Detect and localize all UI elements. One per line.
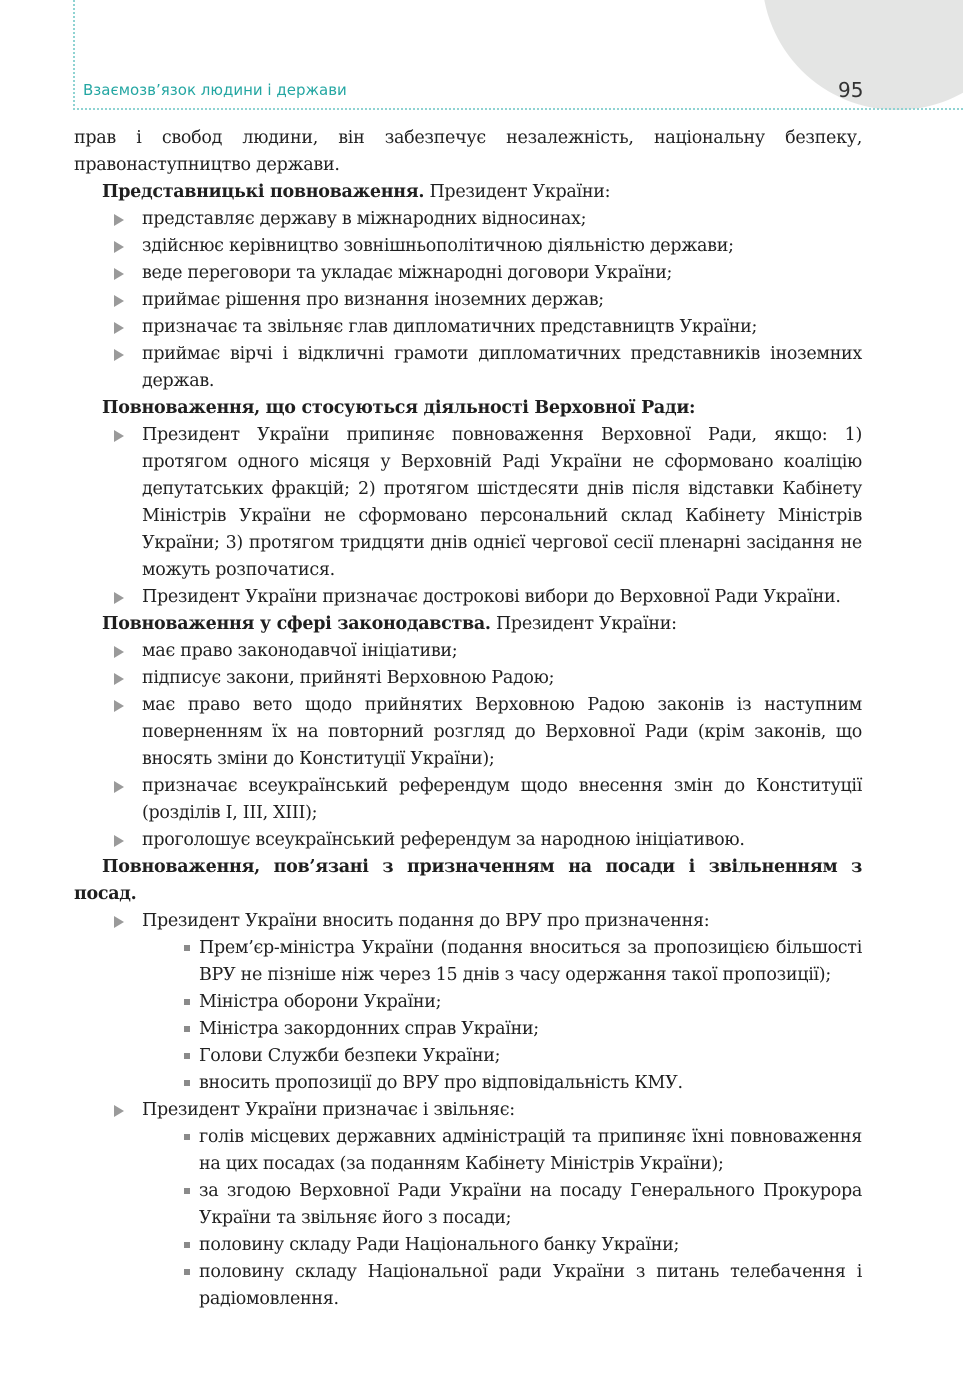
list-item [74,908,862,935]
sub-list-item [74,935,862,989]
page-body [74,125,862,1313]
list-item [74,260,862,287]
list-item [74,584,862,611]
sub-list-item [74,989,862,1016]
list-item-text: підписує закони, прийняті Верховною Радою; [142,668,555,688]
square-bullet-icon [184,1053,190,1059]
sub-list-item-text: Міністра оборони України; [199,992,442,1012]
sub-list-item [74,1124,862,1178]
section-heading [74,179,862,206]
list-item [74,827,862,854]
sub-list-item [74,1259,862,1313]
list-item [74,314,862,341]
sub-list-item-text: половину складу Ради Національного банку України; [199,1235,680,1255]
list-item [74,638,862,665]
section-lead-rest: Президент України: [424,182,611,202]
list-item-text: здійснює керівництво зовнішньополітичною діяльністю держави; [142,236,734,256]
list-item-text: призначає всеукраїнський референдум щодо внесення змін до Конституції (розділів I, III, XIII); [142,776,862,823]
list-item [74,422,862,584]
sub-list-item [74,1070,862,1097]
sub-list-item-text: Прем’єр-міністра України (подання вноситься за пропозицією більшості ВРУ не пізніше ніж через 15 днів з часу одержання такої пропозиції); [199,938,862,985]
running-title: Взаємозв’язок людини і держави [83,81,347,99]
list-item-text: приймає рішення про визнання іноземних держав; [142,290,604,310]
sub-list-item-text: вносить пропозиції до ВРУ про відповідальність КМУ. [199,1073,683,1093]
triangle-bullet-icon [114,916,124,928]
square-bullet-icon [184,1026,190,1032]
bullet-list [74,206,862,395]
triangle-bullet-icon [114,295,124,307]
bullet-list [74,638,862,854]
section-heading [74,395,862,422]
list-item [74,287,862,314]
list-item-text: Президент України вносить подання до ВРУ про призначення: [142,911,710,931]
sub-list-item-text: Міністра закордонних справ України; [199,1019,539,1039]
square-bullet-icon [184,999,190,1005]
square-bullet-icon [184,1134,190,1140]
intro-paragraph: прав і свобод людини, він забезпечує незалежність, національну безпеку, правонаступництво держави. [74,128,862,175]
triangle-bullet-icon [114,349,124,361]
triangle-bullet-icon [114,214,124,226]
square-bullet-icon [184,945,190,951]
square-bullet-icon [184,1080,190,1086]
triangle-bullet-icon [114,241,124,253]
sub-list-item [74,1043,862,1070]
section-heading [74,854,862,908]
list-item-text: має право вето щодо прийнятих Верховною Радою законів із наступним поверненням їх на повторний розгляд до Верховної Ради (крім законів, що вносять зміни до Конституції України); [142,695,862,769]
triangle-bullet-icon [114,322,124,334]
section-lead-rest: Президент України: [490,614,677,634]
sub-list-item [74,1016,862,1043]
triangle-bullet-icon [114,781,124,793]
list-item-text: Президент України призначає дострокові вибори до Верховної Ради України. [142,587,841,607]
list-item [74,773,862,827]
sub-list-item [74,1178,862,1232]
section-lead: Представницькі повноваження. [102,182,425,202]
list-item-text: проголошує всеукраїнський референдум за народною ініціативою. [142,830,745,850]
list-item-text: представляє державу в міжнародних відносинах; [142,209,587,229]
triangle-bullet-icon [114,646,124,658]
bullet-list [74,1097,862,1124]
header-rule [73,108,963,110]
sub-list-item-text: голів місцевих державних адміністрацій та припиняє їхні повноваження на цих посадах (за поданням Кабінету Міністрів України); [199,1127,862,1174]
list-item [74,665,862,692]
triangle-bullet-icon [114,592,124,604]
triangle-bullet-icon [114,835,124,847]
square-bullet-icon [184,1188,190,1194]
list-item-text: призначає та звільняє глав дипломатичних представництв України; [142,317,758,337]
square-bullet-list [74,935,862,1097]
section-heading [74,611,862,638]
list-item [74,341,862,395]
page-number: 95 [838,78,864,102]
square-bullet-icon [184,1242,190,1248]
square-bullet-list [74,1124,862,1313]
list-item-text: веде переговори та укладає міжнародні договори України; [142,263,673,283]
sub-list-item-text: Голови Служби безпеки України; [199,1046,501,1066]
list-item-text: Президент України припиняє повноваження Верховної Ради, якщо: 1) протягом одного місяця у Верховній Раді України не сформовано коаліцію депутатських фракцій; 2) протягом шістдесяти днів після відставки Кабінету Міністрів України не сформовано персональний склад Кабінету Міністрів України; 3) протягом тридцяти днів однієї чергової сесії пленарні засідання не можуть розпочатися. [142,425,862,580]
list-item-text: приймає вірчі і відкличні грамоти дипломатичних представників іноземних держав. [142,344,862,391]
list-item-text: має право законодавчої ініціативи; [142,641,458,661]
sub-list-item-text: за згодою Верховної Ради України на посаду Генерального Прокурора України та звільняє його з посади; [199,1181,862,1228]
list-item [74,692,862,773]
section-lead: Повноваження у сфері законодавства. [102,614,491,634]
margin-rule-vertical [73,0,75,110]
bullet-list [74,908,862,935]
triangle-bullet-icon [114,268,124,280]
list-item [74,233,862,260]
sub-list-item [74,1232,862,1259]
triangle-bullet-icon [114,673,124,685]
sub-list-item-text: половину складу Національної ради України з питань телебачення і радіомовлення. [199,1262,862,1309]
square-bullet-icon [184,1269,190,1275]
section-lead: Повноваження, пов’язані з призначенням на посади і звільненням з посад. [74,857,862,904]
triangle-bullet-icon [114,700,124,712]
section-lead: Повноваження, що стосуються діяльності Верховної Ради: [102,398,696,418]
triangle-bullet-icon [114,430,124,442]
bullet-list [74,422,862,611]
triangle-bullet-icon [114,1105,124,1117]
list-item [74,206,862,233]
list-item [74,1097,862,1124]
list-item-text: Президент України призначає і звільняє: [142,1100,515,1120]
